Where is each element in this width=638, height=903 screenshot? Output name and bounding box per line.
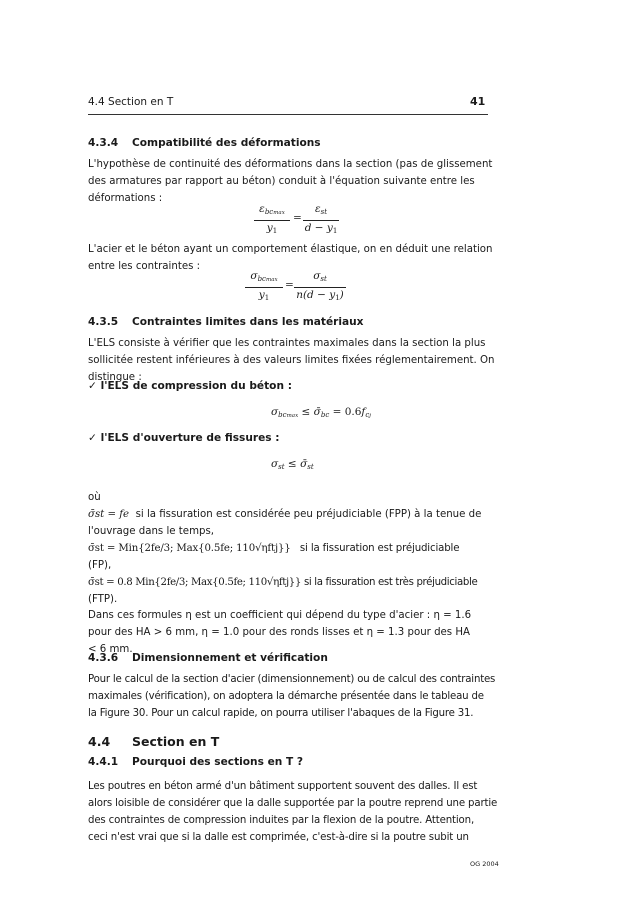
paragraph-4-3-4-elastic (88, 242, 493, 276)
running-header-page-number: 41 (470, 95, 486, 108)
fpp-line: σ̄st = fe si la fissuration est considérée peu préjudiciable (FPP) à la tenue de (88, 509, 482, 520)
equation-steel-limit: $\sigma_{st}$ ≤ $\sigmā_{st}$ (271, 458, 314, 471)
heading-number: 4.4 (88, 734, 111, 749)
text-line: entre les contraintes : (88, 260, 201, 272)
heading-title: Contraintes limites dans les matériaux (132, 316, 364, 328)
running-header-section: 4.4 Section en T (88, 96, 174, 108)
heading-title: Dimensionnement et vérification (132, 652, 328, 664)
text-line: < 6 mm. (88, 643, 133, 655)
text-line: ceci n'est vrai que si la dalle est comprimée, c'est-à-dire si la poutre subit un (88, 831, 469, 843)
text-line: maximales (vérification), on adoptera la démarche présentée dans le tableau de (88, 690, 484, 702)
fp-tag: (FP), (88, 560, 112, 571)
equation-stress-right-fraction: $\sigma_{st}$ $n(d - y_1)$ (294, 270, 346, 306)
equation-strain-right-fraction: $\varepsilon_{st}$ $d - y_1$ (304, 203, 338, 235)
text-line: L'acier et le béton ayant un comportement élastique, on en déduit une relation (88, 244, 493, 255)
heading-title: Pourquoi des sections en T ? (132, 756, 304, 768)
heading-number: 4.4.1 (88, 756, 119, 768)
text-line: L'ELS consiste à vérifier que les contraintes maximales dans la section la plus (88, 338, 486, 349)
text-line: alors loisible de considérer que la dalle supportée par la poutre reprend une partie (88, 797, 498, 809)
text-line: sollicitée restent inférieures à des valeurs limites fixées réglementairement. On (88, 354, 495, 366)
heading-title: Section en T (132, 734, 220, 749)
equation-equals: = (293, 212, 302, 224)
text-line: Pour le calcul de la section d'acier (dimensionnement) ou de calcul des contraintes (88, 674, 496, 685)
fp-line: σ̄st = Min{2fe/3; Max{0.5fe; 110√ηftj}} si la fissuration est préjudiciable (88, 543, 460, 554)
heading-4-3-4 (88, 137, 321, 149)
heading-title: Compatibilité des déformations (132, 137, 321, 149)
heading-number: 4.3.6 (88, 652, 119, 664)
ftp-tag: (FTP). (88, 594, 118, 605)
text-line: des armatures par rapport au béton) conduit à l'équation suivante entre les (88, 175, 475, 187)
paragraph-4-3-6 (88, 672, 496, 723)
equation-stress-left-fraction: $\sigma_{bcmax}$ $y_1$ (245, 270, 283, 306)
heading-4-4-1 (88, 756, 303, 768)
text-line: L'hypothèse de continuité des déformations dans la section (pas de glissement (88, 159, 493, 170)
heading-number: 4.3.5 (88, 316, 119, 328)
paragraph-4-3-4-intro (88, 157, 493, 208)
text-line: Dans ces formules η est un coefficient qui dépend du type d'acier : η = 1.6 (88, 610, 472, 621)
equation-compression-limit: $\sigma_{bcmax}$ ≤ $\sigmā_{bc} = 0.6f_{cj}$ (271, 406, 371, 419)
equation-equals: = (285, 279, 294, 291)
text-ou: où (88, 492, 101, 503)
text-line: des contraintes de compression induites par la flexion de la poutre. Attention, (88, 814, 475, 826)
check-item-ouverture-fissures: ✓ l'ELS d'ouverture de fissures : (88, 432, 280, 444)
heading-number: 4.3.4 (88, 137, 119, 149)
heading-4-3-5 (88, 316, 364, 328)
check-item-compression-beton: ✓ l'ELS de compression du béton : (88, 380, 292, 392)
heading-4-4 (88, 734, 219, 749)
text-line: déformations : (88, 192, 163, 204)
text-line: pour des HA > 6 mm, η = 1.0 pour des ronds lisses et η = 1.3 pour des HA (88, 626, 470, 638)
footer-mark: OG 2004 (470, 860, 499, 868)
text-line: la Figure 30. Pour un calcul rapide, on pourra utiliser l'abaques de la Figure 31. (88, 707, 474, 719)
paragraph-4-4-1 (88, 779, 498, 847)
ftp-line: σ̄st = 0.8 Min{2fe/3; Max{0.5fe; 110√ηftj}} si la fissuration est très préjudiciable (88, 577, 478, 588)
text-line: Les poutres en béton armé d'un bâtiment supportent souvent des dalles. Il est (88, 781, 478, 792)
equation-strain-left-fraction: $\varepsilon_{bcmax}$ $y_1$ (254, 203, 290, 239)
text-line: distingue : (88, 371, 142, 383)
header-rule (88, 114, 488, 115)
heading-4-3-6 (88, 652, 328, 664)
fpp-line-2: l'ouvrage dans le temps, (88, 526, 215, 537)
